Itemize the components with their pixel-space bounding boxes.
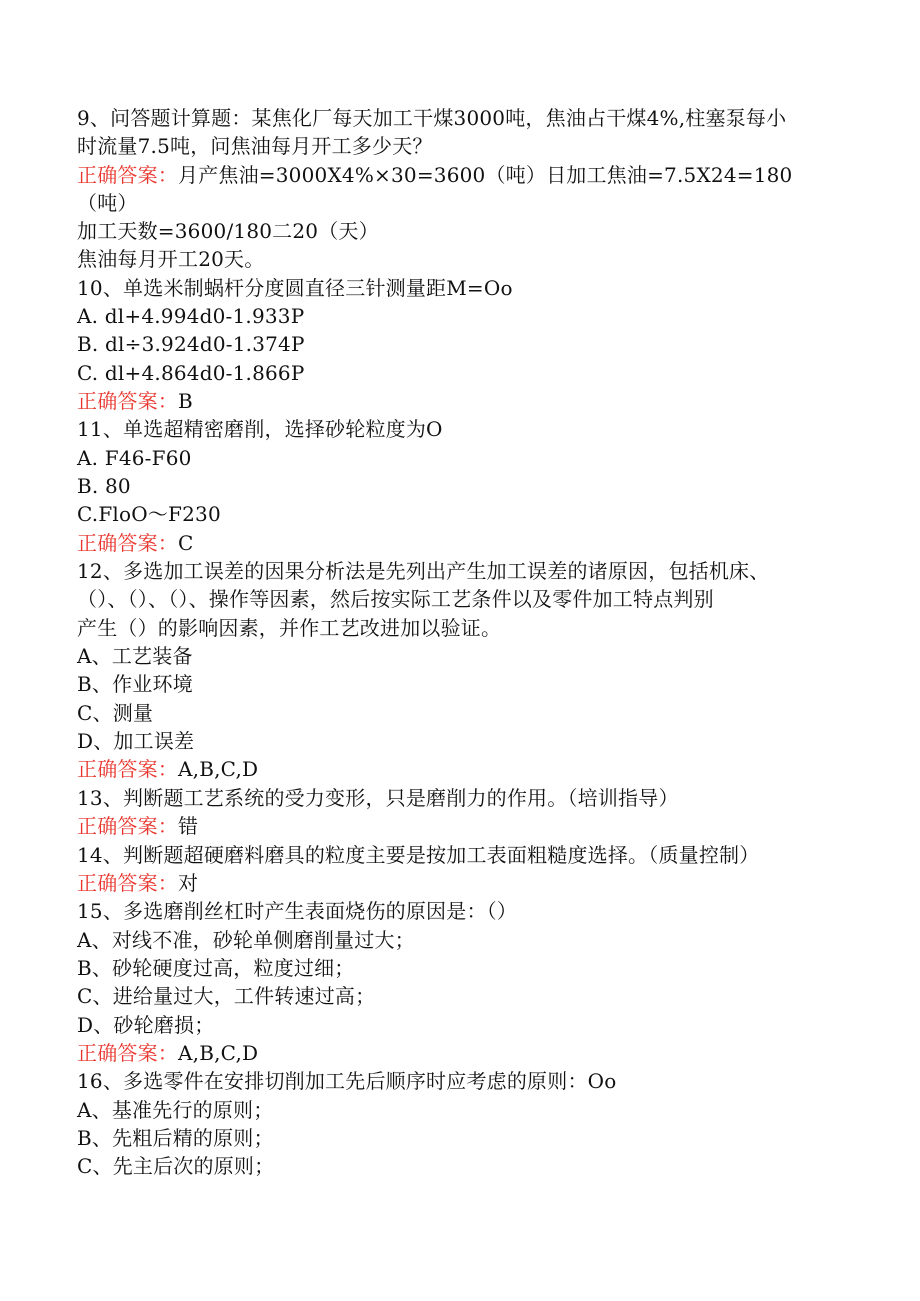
question-12-stem-line-2: （）、（）、（）、操作等因素，然后按实际工艺条件以及零件加工特点判别 xyxy=(77,587,714,611)
question-15-answer xyxy=(77,1039,877,1067)
answer-label: 正确答案： xyxy=(77,389,178,413)
question-13-answer xyxy=(77,812,877,840)
question-13-stem: 13、判断题工艺系统的受力变形，只是磨削力的作用。（培训指导） xyxy=(77,786,679,810)
answer-label: 正确答案： xyxy=(77,531,178,555)
answer-value: 对 xyxy=(178,871,199,895)
question-11-stem: 11、单选超精密磨削，选择砂轮粒度为O xyxy=(77,417,443,441)
question-15-option-d: D、砂轮磨损； xyxy=(77,1013,215,1037)
question-12-answer xyxy=(77,755,877,783)
question-12-option-b: B、作业环境 xyxy=(77,672,193,696)
question-12-option-d: D、加工误差 xyxy=(77,729,195,753)
question-11-option-a: A. F46-F60 xyxy=(77,446,192,470)
question-15-option-c: C、进给量过大，工件转速过高； xyxy=(77,984,376,1008)
question-10-answer xyxy=(77,387,877,415)
question-15-stem: 15、多选磨削丝杠时产生表面烧伤的原因是：（） xyxy=(77,899,518,923)
question-12-stem-line-1: 12、多选加工误差的因果分析法是先列出产生加工误差的诸原因，包括机床、 xyxy=(77,559,770,583)
question-9-answer-line-3: 加工天数=3600/180二20（天） xyxy=(77,219,379,243)
answer-value: 月产焦油=3000X4%×30=3600（吨）日加工焦油=7.5X24=180 xyxy=(178,163,793,187)
question-9-answer xyxy=(77,161,877,189)
question-10-option-b: B. dl÷3.924d0-1.374P xyxy=(77,332,305,356)
question-11-option-b: B. 80 xyxy=(77,474,131,498)
question-16-option-c: C、先主后次的原则； xyxy=(77,1154,275,1178)
question-15-option-a: A、对线不准，砂轮单侧磨削量过大； xyxy=(77,928,415,952)
question-15-option-b: B、砂轮硬度过高，粒度过细； xyxy=(77,956,355,980)
answer-label: 正确答案： xyxy=(77,757,178,781)
question-14-stem: 14、判断题超硬磨料磨具的粒度主要是按加工表面粗糙度选择。（质量控制） xyxy=(77,843,760,867)
question-9-answer-line-4: 焦油每月开工20天。 xyxy=(77,247,265,271)
question-14-answer xyxy=(77,869,877,897)
answer-label: 正确答案： xyxy=(77,1041,178,1065)
answer-value: 错 xyxy=(178,814,199,838)
question-9-stem-line-1: 9、问答题计算题：某焦化厂每天加工干煤3000吨，焦油占干煤4%,柱塞泵每小 xyxy=(77,106,787,130)
answer-label: 正确答案： xyxy=(77,163,178,187)
question-11-answer xyxy=(77,529,877,557)
answer-value: C xyxy=(178,531,194,555)
question-9-answer-line-2: （吨） xyxy=(77,191,138,215)
question-10-stem: 10、单选米制蜗杆分度圆直径三针测量距M=Oo xyxy=(77,276,513,300)
answer-value: A,B,C,D xyxy=(178,1041,259,1065)
question-11-option-c: C.FloO～F230 xyxy=(77,502,221,526)
question-10-option-a: A. dl+4.994d0-1.933P xyxy=(77,304,305,328)
question-12-stem-line-3: 产生（）的影响因素，并作工艺改进加以验证。 xyxy=(77,616,502,640)
question-10-option-c: C. dl+4.864d0-1.866P xyxy=(77,361,305,385)
answer-label: 正确答案： xyxy=(77,871,178,895)
question-9-stem-line-2: 时流量7.5吨，问焦油每月开工多少天？ xyxy=(77,134,433,158)
question-12-option-c: C、测量 xyxy=(77,701,154,725)
question-16-option-b: B、先粗后精的原则； xyxy=(77,1126,274,1150)
answer-value: A,B,C,D xyxy=(178,757,259,781)
question-12-option-a: A、工艺装备 xyxy=(77,644,193,668)
answer-value: B xyxy=(178,389,193,413)
question-16-stem: 16、多选零件在安排切削加工先后顺序时应考虑的原则：Oo xyxy=(77,1069,617,1093)
answer-label: 正确答案： xyxy=(77,814,178,838)
question-16-option-a: A、基准先行的原则； xyxy=(77,1098,274,1122)
